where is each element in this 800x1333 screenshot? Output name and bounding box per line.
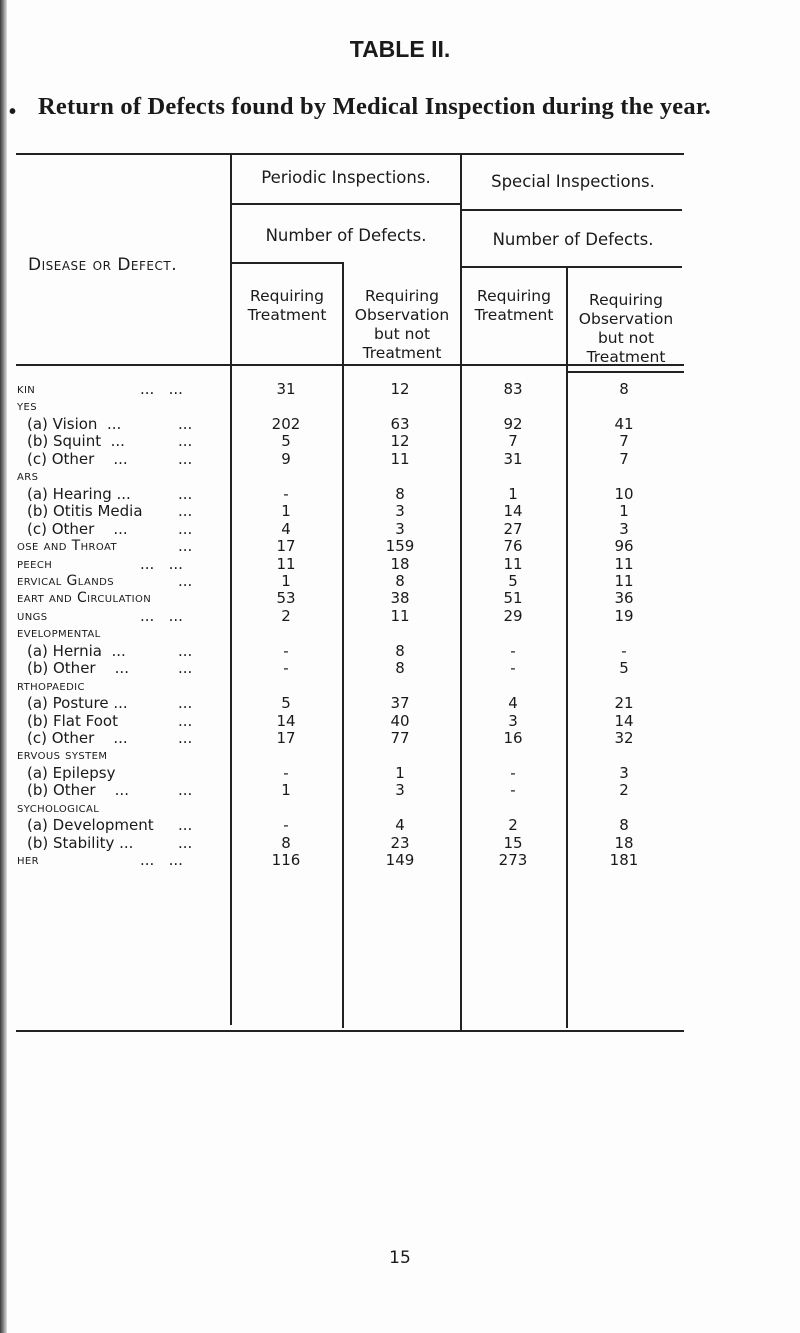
row-label: ose and Throat	[17, 538, 117, 555]
header-special-inspections: Special Inspections.	[491, 172, 655, 191]
row-value: 14	[503, 502, 523, 521]
row-value: 29	[503, 606, 523, 625]
header-periodic-requiring-treatment: Requiring Treatment	[247, 287, 327, 324]
row-leader-dots: ...	[178, 729, 193, 747]
table-row	[0, 659, 800, 677]
table-row	[0, 415, 800, 433]
row-value: 27	[503, 519, 523, 538]
row-value: 76	[503, 537, 523, 556]
row-value: 51	[503, 589, 523, 608]
header-bottom-rule-right	[566, 371, 684, 373]
header-special-requiring-treatment: Requiring Treatment	[474, 287, 554, 324]
row-value: 14	[614, 711, 634, 730]
row-label: ars	[17, 468, 39, 485]
row-value: 11	[390, 606, 410, 625]
row-value: 12	[390, 380, 410, 398]
row-leader-dots: ...	[178, 502, 193, 521]
row-value: 2	[281, 606, 291, 625]
row-leader-dots: ...	[178, 571, 193, 590]
row-leader-dots: ...	[178, 711, 193, 730]
table-row	[0, 834, 800, 852]
row-value: 11	[614, 571, 634, 590]
row-value: 8	[395, 641, 405, 660]
row-value: 15	[503, 833, 523, 852]
row-value: 18	[614, 833, 634, 852]
row-label: (a) Epilepsy	[27, 763, 116, 782]
row-value: 11	[503, 554, 523, 573]
row-value: 4	[281, 519, 291, 538]
row-value: 2	[508, 816, 518, 835]
table-row	[0, 467, 800, 485]
row-value: -	[283, 763, 289, 782]
row-value: 53	[276, 589, 296, 608]
row-leader-dots: ...	[178, 659, 193, 678]
row-value: 11	[614, 554, 634, 573]
row-label: her	[17, 852, 39, 869]
row-value: 2	[619, 781, 629, 800]
row-value: 31	[503, 449, 523, 468]
table-row	[0, 851, 800, 869]
row-value: 3	[395, 502, 405, 521]
row-value: 7	[508, 432, 518, 451]
row-value: 8	[281, 833, 291, 852]
row-value: 23	[390, 833, 410, 852]
row-value: -	[510, 763, 516, 782]
row-value: 96	[614, 537, 634, 556]
table-subtitle: Return of Defects found by Medical Inspection during the year.	[38, 93, 711, 120]
header-special-requiring-observation: Requiring Observation but not Treatment	[578, 291, 674, 366]
row-leader-dots: ...	[178, 519, 193, 538]
row-label: (b) Flat Foot	[27, 711, 118, 730]
subheader-rule-special	[460, 209, 682, 211]
page-number: 15	[389, 1248, 411, 1268]
table-row	[0, 520, 800, 538]
row-label: (a) Development	[27, 816, 154, 835]
row-leader-dots: ...	[178, 449, 193, 468]
header-periodic-requiring-observation: Requiring Observation but not Treatment	[354, 287, 450, 362]
row-value: -	[510, 781, 516, 800]
table-row	[0, 589, 800, 607]
table-row	[0, 380, 800, 398]
row-value: 4	[395, 816, 405, 835]
row-value: 92	[503, 414, 523, 433]
row-label: (a) Hearing ...	[27, 484, 131, 503]
row-value: 1	[395, 763, 405, 782]
row-value: 3	[619, 763, 629, 782]
row-value: 149	[385, 851, 415, 870]
row-value: 11	[276, 554, 296, 573]
row-value: 31	[276, 380, 296, 398]
row-leader-dots: ...	[178, 816, 193, 835]
table-row	[0, 607, 800, 625]
row-value: 16	[503, 729, 523, 747]
row-value: 5	[281, 694, 291, 713]
row-value: 273	[498, 851, 528, 870]
table-bottom-rule	[16, 1030, 684, 1032]
row-value: 83	[503, 380, 523, 398]
table-row	[0, 677, 800, 695]
row-leader-dots: ...	[178, 484, 193, 503]
row-value: 8	[395, 571, 405, 590]
row-value: 7	[619, 432, 629, 451]
row-value: 202	[271, 414, 301, 433]
header-number-of-defects-periodic: Number of Defects.	[265, 226, 427, 245]
row-value: 5	[619, 659, 629, 678]
row-value: 41	[614, 414, 634, 433]
row-label: (b) Other ...	[27, 781, 129, 800]
row-value: 12	[390, 432, 410, 451]
header-periodic-inspections: Periodic Inspections.	[261, 168, 431, 187]
row-value: -	[283, 659, 289, 678]
row-value: 11	[390, 449, 410, 468]
header-disease-or-defect: Disease or Defect.	[28, 255, 178, 275]
row-label: eart and Circulation	[17, 590, 152, 607]
row-value: 3	[619, 519, 629, 538]
row-leader-dots: ...	[178, 432, 193, 451]
row-value: 3	[395, 519, 405, 538]
row-value: -	[510, 641, 516, 660]
row-value: 8	[395, 484, 405, 503]
row-leader-dots: ...	[178, 641, 193, 660]
row-label: (c) Other ...	[27, 519, 128, 538]
row-value: 40	[390, 711, 410, 730]
row-value: 37	[390, 694, 410, 713]
table-title: TABLE II.	[349, 36, 451, 62]
table-row	[0, 729, 800, 747]
table-row	[0, 502, 800, 520]
table-row	[0, 537, 800, 555]
row-value: -	[283, 641, 289, 660]
table-row	[0, 432, 800, 450]
row-label: evelopmental	[17, 625, 101, 642]
row-leader-dots: ...	[178, 414, 193, 433]
row-value: -	[283, 816, 289, 835]
row-value: 5	[508, 571, 518, 590]
row-value: 14	[276, 711, 296, 730]
row-label: ervical Glands	[17, 572, 114, 589]
table-row	[0, 712, 800, 730]
header-number-of-defects-special: Number of Defects.	[492, 230, 654, 249]
row-value: 116	[271, 851, 301, 870]
subheader-rule-2-periodic	[232, 262, 342, 264]
row-leader-dots: ... ...	[140, 851, 183, 870]
row-value: 17	[276, 729, 296, 747]
subheader-rule-periodic	[232, 203, 460, 205]
row-label: peech	[17, 555, 53, 572]
table-row	[0, 642, 800, 660]
row-value: 18	[390, 554, 410, 573]
row-label: sychological	[17, 799, 100, 816]
row-value: 36	[614, 589, 634, 608]
row-leader-dots: ... ...	[140, 554, 183, 573]
table-row	[0, 816, 800, 834]
row-value: 1	[281, 571, 291, 590]
row-label: rthopaedic	[17, 677, 85, 694]
row-value: 63	[390, 414, 410, 433]
row-leader-dots: ... ...	[140, 380, 183, 398]
table-row	[0, 450, 800, 468]
table-row	[0, 572, 800, 590]
row-label: (b) Otitis Media	[27, 502, 143, 521]
row-leader-dots: ...	[178, 537, 193, 556]
subheader-rule-2-special	[460, 266, 682, 268]
row-value: 159	[385, 537, 415, 556]
row-label: (c) Other ...	[27, 449, 128, 468]
row-value: 8	[619, 816, 629, 835]
table-row	[0, 397, 800, 415]
row-label: (a) Posture ...	[27, 694, 128, 713]
row-leader-dots: ...	[178, 833, 193, 852]
row-value: 10	[614, 484, 634, 503]
row-leader-dots: ... ...	[140, 606, 183, 625]
row-value: 4	[508, 694, 518, 713]
row-label: (c) Other ...	[27, 729, 128, 747]
row-leader-dots: ...	[178, 781, 193, 800]
row-value: 8	[619, 380, 629, 398]
table-row	[0, 555, 800, 573]
row-value: 181	[609, 851, 639, 870]
row-label: yes	[17, 398, 37, 415]
row-label: (a) Hernia ...	[27, 641, 126, 660]
row-label: (b) Squint ...	[27, 432, 125, 451]
row-value: 5	[281, 432, 291, 451]
row-label: ervous system	[17, 747, 108, 764]
row-value: 1	[508, 484, 518, 503]
table-row	[0, 624, 800, 642]
row-label: (a) Vision ...	[27, 414, 122, 433]
table-top-rule	[16, 153, 684, 155]
table-row	[0, 781, 800, 799]
table-row	[0, 799, 800, 817]
row-value: 3	[395, 781, 405, 800]
row-label: (b) Stability ...	[27, 833, 134, 852]
row-value: -	[283, 484, 289, 503]
row-label: kin	[17, 381, 36, 397]
row-value: 1	[619, 502, 629, 521]
row-value: 3	[508, 711, 518, 730]
row-label: ungs	[17, 607, 48, 624]
row-leader-dots: ...	[178, 694, 193, 713]
table-row	[0, 764, 800, 782]
row-label: (b) Other ...	[27, 659, 129, 678]
row-value: 21	[614, 694, 634, 713]
row-value: 9	[281, 449, 291, 468]
row-value: -	[510, 659, 516, 678]
row-value: 32	[614, 729, 634, 747]
bullet-mark: •	[9, 101, 17, 123]
row-value: -	[621, 641, 627, 660]
table-row	[0, 485, 800, 503]
row-value: 77	[390, 729, 410, 747]
row-value: 1	[281, 502, 291, 521]
table-row	[0, 746, 800, 764]
row-value: 1	[281, 781, 291, 800]
row-value: 38	[390, 589, 410, 608]
table-row	[0, 694, 800, 712]
row-value: 7	[619, 449, 629, 468]
row-value: 8	[395, 659, 405, 678]
row-value: 19	[614, 606, 634, 625]
row-value: 17	[276, 537, 296, 556]
